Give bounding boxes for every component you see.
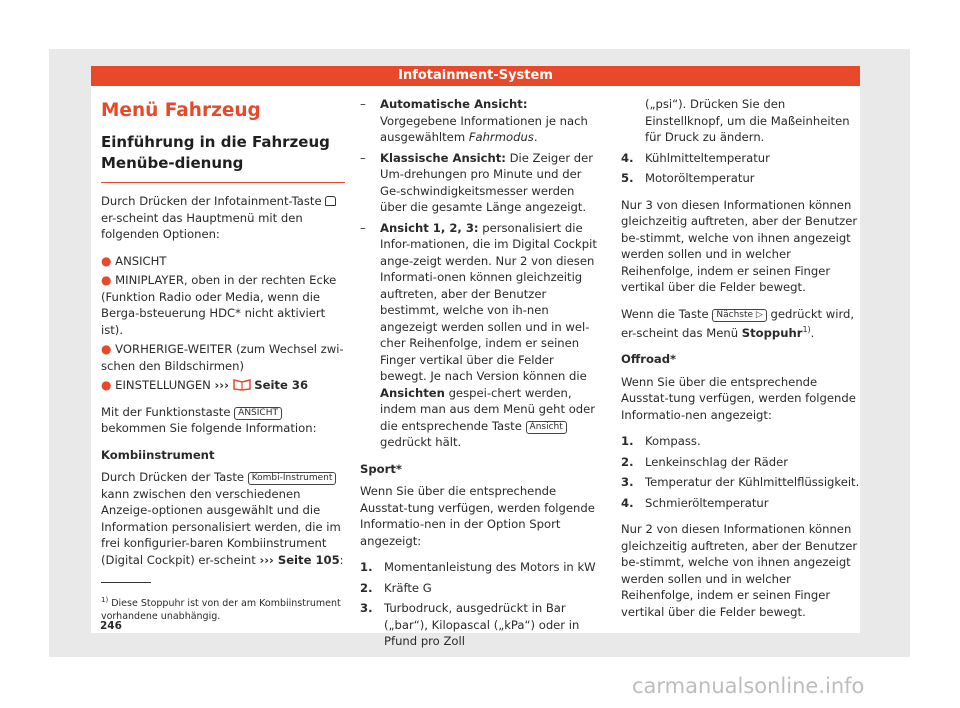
column-2 xyxy=(360,96,604,654)
column-3 xyxy=(621,96,866,630)
ansicht-key: ANSICHT xyxy=(234,407,282,420)
subheading: Sport* xyxy=(360,461,402,476)
list-item: 2. Lenkeinschlag der Räder xyxy=(621,454,788,469)
list-item: ● ANSICHT xyxy=(101,253,167,268)
column-1 xyxy=(101,96,345,578)
list-item: ● MINIPLAYER, oben in der rechten Ecke (Funktion Radio oder Media, wenn die Berga-bsteuerung HDC* nicht aktiviert ist). xyxy=(101,273,337,337)
naechste-key: Nächste ▷ xyxy=(712,309,766,322)
function-paragraph: Mit der Funktionstaste ANSICHT bekommen Sie folgende Information: xyxy=(101,404,317,435)
intro-paragraph xyxy=(101,193,345,243)
list-item-continued: („psi“). Drücken Sie den Einstellknopf, um die Maßeinheiten für Druck zu ändern. xyxy=(645,97,850,144)
subheading: Offroad* xyxy=(621,352,677,367)
bullet-dot-icon: ● xyxy=(101,342,112,356)
section-heading: Einführung in die Fahrzeug Menübe-dienung xyxy=(101,132,345,183)
intro-text-a: Durch Drücken der Infotainment-Taste xyxy=(101,194,322,208)
list-item: 5. Motoröltemperatur xyxy=(621,171,755,185)
page-title: Menü Fahrzeug xyxy=(101,100,261,121)
list-item: – Automatische Ansicht: Vorgegebene Informationen je nach ausgewähltem Fahrmodus. xyxy=(360,97,588,144)
page-reference-link[interactable]: ››› Seite 105 xyxy=(259,552,340,567)
offroad-paragraph: Wenn Sie über die entsprechende Ausstat-tung verfügen, werden folgende Informatio-nen angezeigt: xyxy=(621,374,856,422)
list-item: ● VORHERIGE-WEITER (zum Wechsel zwi-schen den Bildschirmen) xyxy=(101,342,344,373)
bullet-dot-icon: ● xyxy=(101,378,112,392)
car-icon xyxy=(325,196,336,206)
list-item: – Ansicht 1, 2, 3: personalisiert die Infor-mationen, die im Digital Cockpit ange-zeigt werden. Nur 2 von diesen Informati-onen können gleichzeitig auftreten, aber der Benutzer bestimmt, welche von ih-nen angezeigt werden sollen und in wel-cher Reihenfolge, indem er seinen Finger vertikal über die Felder bewegt. Je nach Version können die Ansichten gespei-chert werden, indem man aus dem Menü geht oder die entsprechende Taste Ansicht gedrückt hält. xyxy=(360,220,597,449)
kombi-instrument-key: Kombi-Instrument xyxy=(248,472,337,485)
bullet-dot-icon: ● xyxy=(101,253,112,268)
bullet-dot-icon: ● xyxy=(101,273,112,287)
footnote-divider xyxy=(101,582,151,583)
reference-arrow: ››› xyxy=(214,378,229,392)
list-item: – Klassische Ansicht: Die Zeiger der Um-drehungen pro Minute und der Ge-schwindigkeitsmesser werden über die gesamte Länge angezeigt. xyxy=(360,150,594,214)
watermark: carmanualsonline.info xyxy=(632,674,865,698)
list-item: ● EINSTELLUNGEN ››› Seite 36 xyxy=(101,378,309,392)
list-item: 2. Kräfte G xyxy=(360,580,432,595)
manual-book-icon xyxy=(233,377,251,391)
intro-text-b: er-scheint das Hauptmenü mit den folgenden Optionen: xyxy=(101,210,303,241)
list-item: 1. Kompass. xyxy=(621,434,701,449)
subheading: Kombiinstrument xyxy=(101,447,215,462)
page-reference-link[interactable]: Seite 36 xyxy=(254,378,309,392)
list-item: 3. Temperatur der Kühlmittelflüssigkeit. xyxy=(621,475,860,490)
footnote: $^{1)}$ Diese Stoppuhr ist von der am Kombiinstrument vorhandene unabhängig. xyxy=(101,596,341,623)
list-item: 4. Schmieröltemperatur xyxy=(621,495,769,510)
kombi-paragraph: Durch Drücken der Taste Kombi-Instrument kann zwischen den verschiedenen Anzeige-optionen ausgewählt und die Information personalisiert werden, die im frei konfigurier-baren Kombiinstrument (Digital Cockpit) er-scheint ››› Seite 105: xyxy=(101,470,344,567)
paragraph: Nur 3 von diesen Informationen können gleichzeitig auftreten, aber der Benutzer be-stimmt, welche von ihnen angezeigt werden sollen und in welcher Reihenfolge, indem er seinen Finger vertikal über die Felder bewegt. xyxy=(621,197,858,294)
page-number: 246 xyxy=(100,620,122,632)
ansicht-key: Ansicht xyxy=(526,421,567,434)
footnote-ref: 1) xyxy=(802,325,811,334)
stoppuhr-paragraph: Wenn die Taste Nächste ▷ gedrückt wird, er-scheint das Menü Stoppuhr$^{1)}$. xyxy=(621,306,855,340)
list-item: 3. Turbodruck, ausgedrückt in Bar („bar“), Kilopascal („kPa“) oder in Pfund pro Zoll xyxy=(360,601,580,648)
sport-paragraph: Wenn Sie über die entsprechende Ausstat-tung verfügen, werden folgende Informatio-nen in der Option Sport angezeigt: xyxy=(360,484,595,548)
list-item: 1. Momentanleistung des Motors in kW xyxy=(360,560,596,574)
list-item: 4. Kühlmitteltemperatur xyxy=(621,150,770,165)
paragraph: Nur 2 von diesen Informationen können gleichzeitig auftreten, aber der Benutzer be-stimmt, welche von ihnen angezeigt werden sollen und in welcher Reihenfolge, indem er seinen Finger vertikal über die Felder bewegt. xyxy=(621,522,858,619)
section-header: Infotainment-System xyxy=(91,66,860,86)
